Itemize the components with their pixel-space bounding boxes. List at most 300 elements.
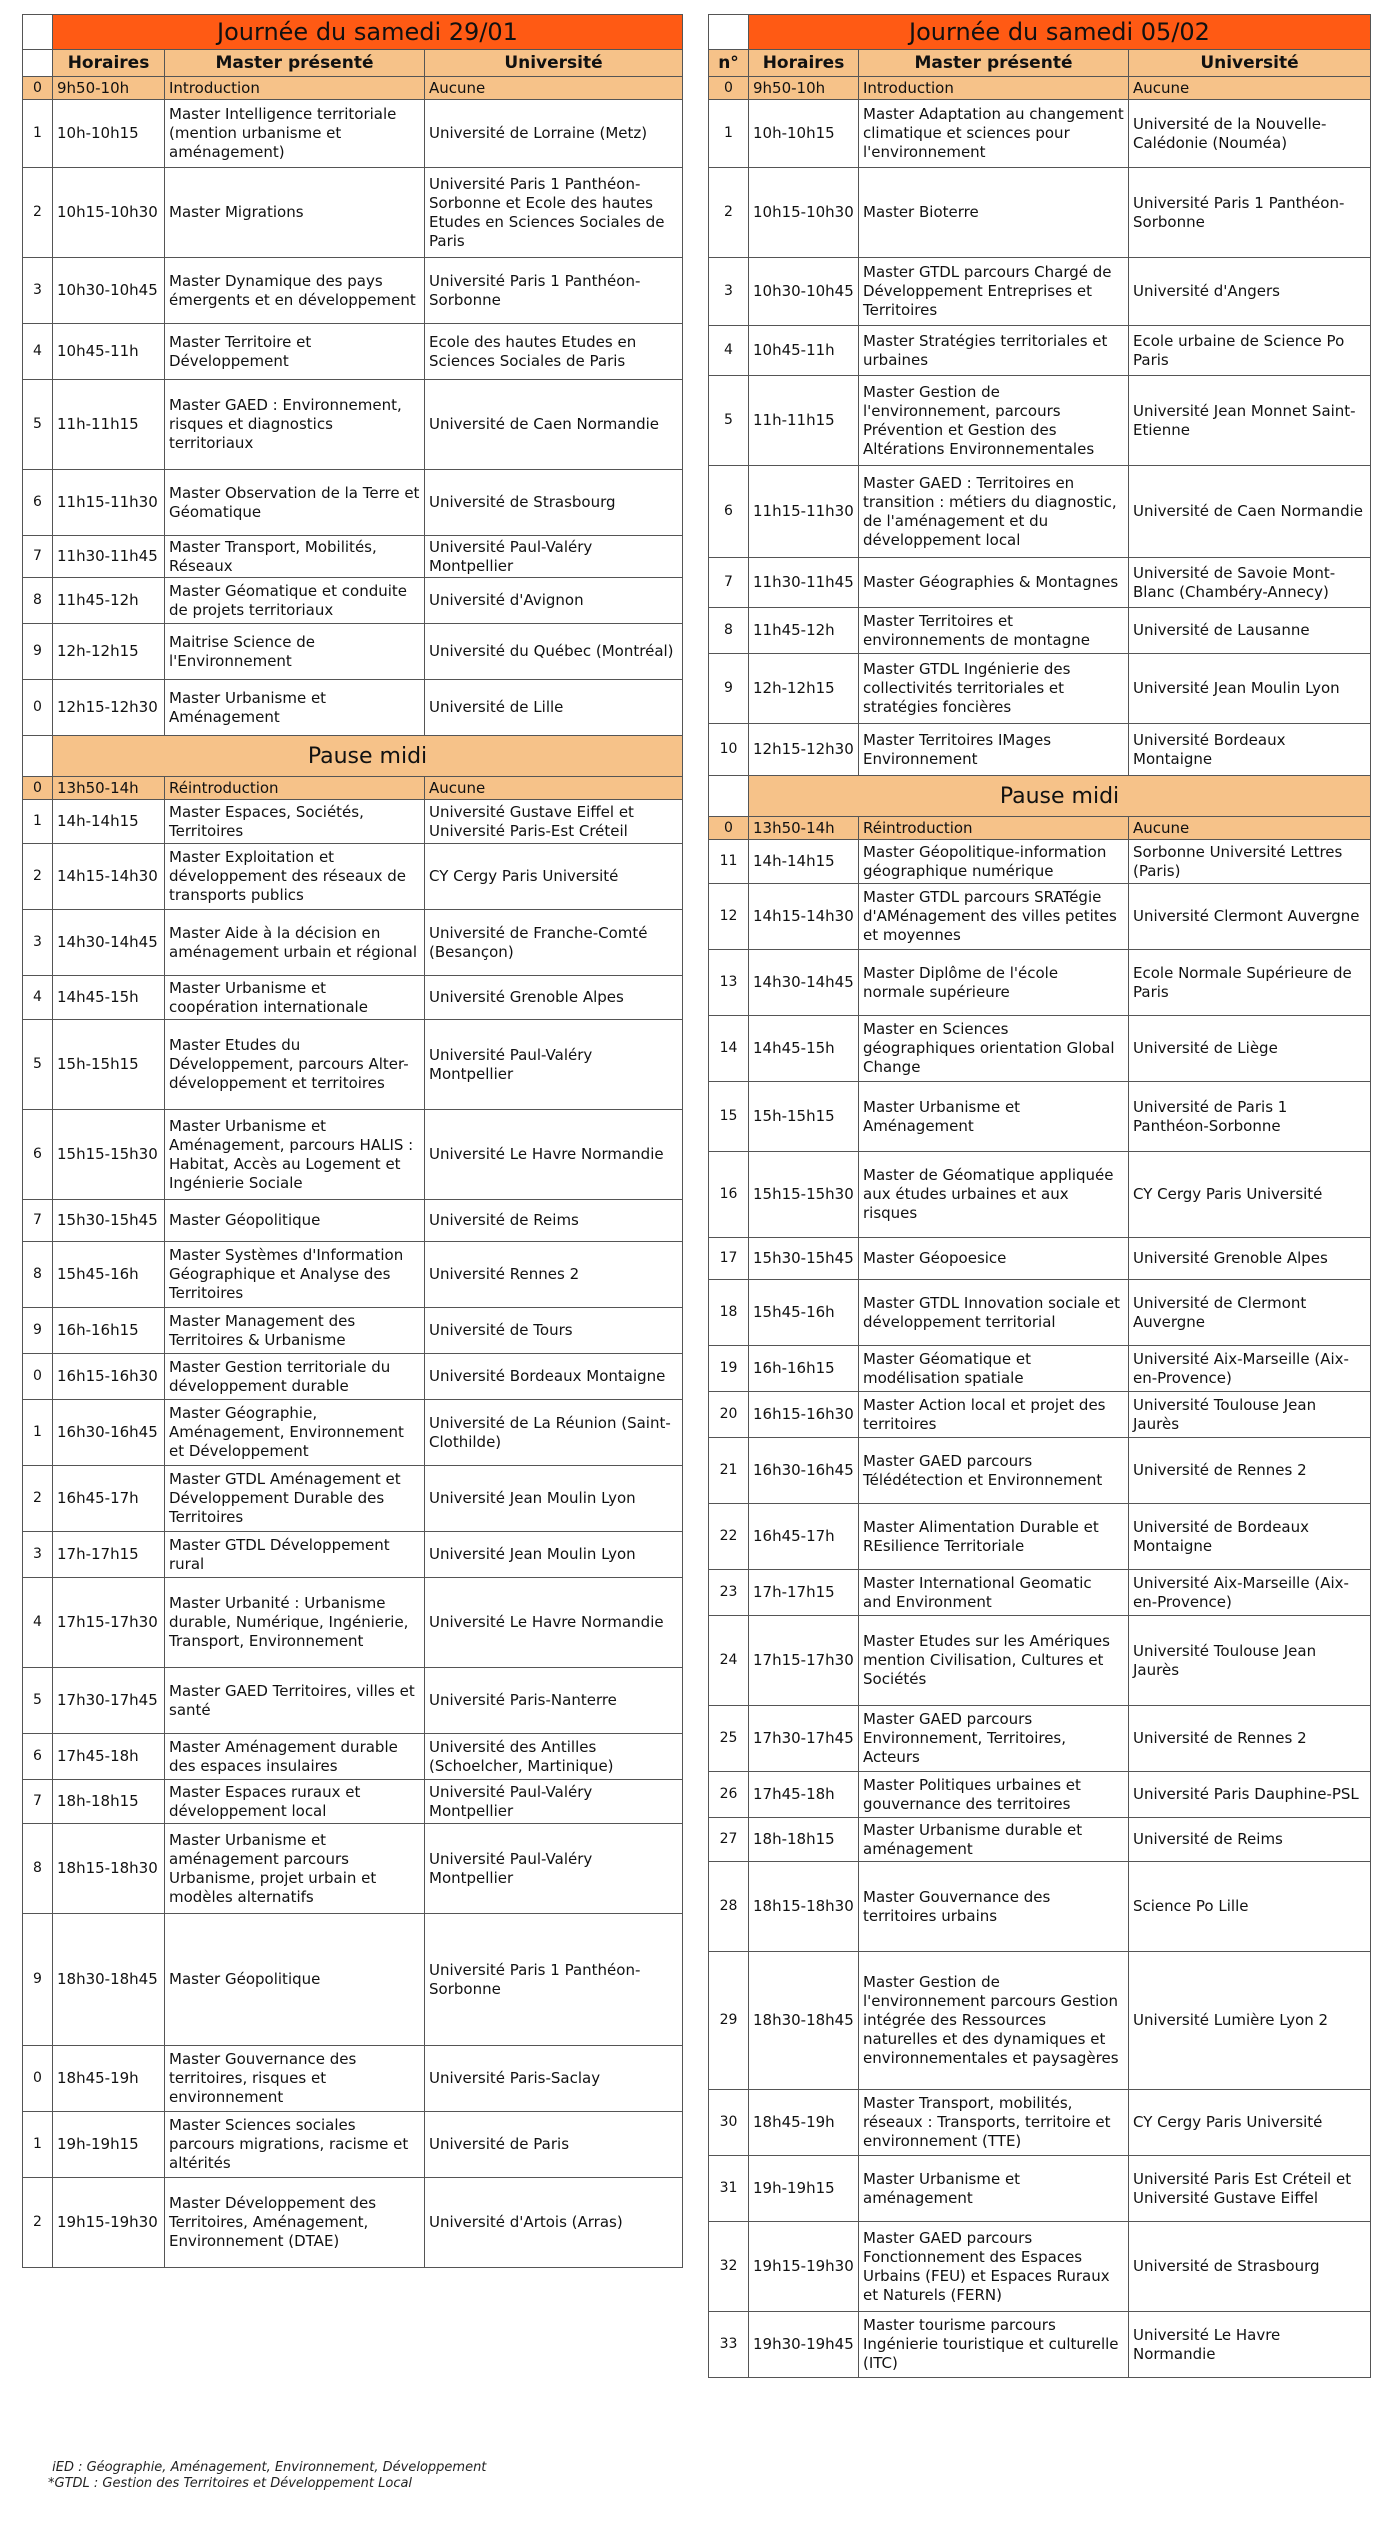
slot-number: 2	[23, 844, 53, 910]
table-row	[23, 1466, 683, 1532]
table-row	[709, 558, 1371, 608]
university-name: Université de Reims	[1129, 1818, 1371, 1862]
master-name: Master Action local et projet des territoires	[859, 1392, 1129, 1438]
master-name: Master Urbanisme et Aménagement, parcours HALIS : Habitat, Accès au Logement et Ingénierie Sociale	[165, 1110, 425, 1200]
master-name: Master en Sciences géographiques orientation Global Change	[859, 1016, 1129, 1082]
slot-number: 13	[709, 950, 749, 1016]
slot-number: 0	[709, 817, 749, 840]
slot-time: 19h-19h15	[53, 2112, 165, 2178]
master-name: Maitrise Science de l'Environnement	[165, 624, 425, 680]
master-name: Master Urbanisme et Aménagement	[859, 1082, 1129, 1152]
slot-time: 14h15-14h30	[749, 884, 859, 950]
university-name: Université de Clermont Auvergne	[1129, 1280, 1371, 1346]
day-title: Journée du samedi 29/01	[53, 15, 683, 50]
master-name: Master Stratégies territoriales et urbaines	[859, 326, 1129, 376]
slot-time: 18h-18h15	[749, 1818, 859, 1862]
master-name: Master Migrations	[165, 168, 425, 258]
university-name: Université de Lorraine (Metz)	[425, 100, 683, 168]
university-name: Université Toulouse Jean Jaurès	[1129, 1616, 1371, 1706]
slot-number: 3	[23, 910, 53, 976]
university-name: Université de Strasbourg	[1129, 2222, 1371, 2312]
slot-number: 11	[709, 840, 749, 884]
blank-cell	[23, 15, 53, 50]
slot-time: 11h30-11h45	[53, 536, 165, 578]
university-name: Université de la Nouvelle-Calédonie (Nouméa)	[1129, 100, 1371, 168]
master-name: Master Etudes du Développement, parcours Alter-développement et territoires	[165, 1020, 425, 1110]
university-name: Université d'Avignon	[425, 578, 683, 624]
slot-time: 12h-12h15	[749, 654, 859, 724]
slot-number: 8	[23, 1242, 53, 1308]
table-row	[709, 950, 1371, 1016]
slot-number: 7	[23, 1200, 53, 1242]
university-name: CY Cergy Paris Université	[1129, 1152, 1371, 1238]
slot-time: 16h45-17h	[53, 1466, 165, 1532]
university-name: Université Aix-Marseille (Aix-en-Provence)	[1129, 1346, 1371, 1392]
slot-time: 11h-11h15	[53, 380, 165, 470]
master-name: Master GTDL Innovation sociale et développement territorial	[859, 1280, 1129, 1346]
table-row	[709, 608, 1371, 654]
university-name: Université Paris-Nanterre	[425, 1668, 683, 1734]
master-name: Master Géopolitique	[165, 1200, 425, 1242]
day-title: Journée du samedi 05/02	[749, 15, 1371, 50]
table-row	[709, 258, 1371, 326]
slot-time: 10h-10h15	[749, 100, 859, 168]
table-row	[709, 1616, 1371, 1706]
table-row	[709, 1504, 1371, 1570]
table-row	[709, 1280, 1371, 1346]
university-name: Université Aix-Marseille (Aix-en-Provence)	[1129, 1570, 1371, 1616]
master-name: Master Gouvernance des territoires urbains	[859, 1862, 1129, 1952]
master-name: Master GAED parcours Fonctionnement des Espaces Urbains (FEU) et Espaces Ruraux et Naturels (FERN)	[859, 2222, 1129, 2312]
university-name: Université des Antilles (Schoelcher, Martinique)	[425, 1734, 683, 1780]
slot-number: 6	[23, 1734, 53, 1780]
university-name: Université de Franche-Comté (Besançon)	[425, 910, 683, 976]
slot-number: 4	[23, 976, 53, 1020]
university-name: Université de Liège	[1129, 1016, 1371, 1082]
header-time: Horaires	[53, 50, 165, 77]
table-row	[709, 1818, 1371, 1862]
slot-number: 3	[23, 258, 53, 324]
header-number	[23, 50, 53, 77]
table-row	[709, 466, 1371, 558]
slot-number: 10	[709, 724, 749, 776]
day-title-row	[23, 15, 683, 50]
table-row	[709, 1152, 1371, 1238]
table-row	[709, 1706, 1371, 1772]
header-master: Master présenté	[859, 50, 1129, 77]
slot-time: 14h45-15h	[749, 1016, 859, 1082]
master-name: Master Urbanisme et Aménagement	[165, 680, 425, 736]
header-time: Horaires	[749, 50, 859, 77]
slot-number: 15	[709, 1082, 749, 1152]
university-name: Université Paris 1 Panthéon-Sorbonne	[425, 258, 683, 324]
table-row	[23, 578, 683, 624]
slot-number: 3	[23, 1532, 53, 1578]
slot-number: 17	[709, 1238, 749, 1280]
university-name: Université Jean Moulin Lyon	[425, 1466, 683, 1532]
slot-number: 28	[709, 1862, 749, 1952]
master-name: Master Urbanité : Urbanisme durable, Numérique, Ingénierie, Transport, Environnement	[165, 1578, 425, 1668]
slot-time: 16h-16h15	[749, 1346, 859, 1392]
master-name: Master Gouvernance des territoires, risques et environnement	[165, 2046, 425, 2112]
university-name: Université Le Havre Normandie	[1129, 2312, 1371, 2378]
table-row	[23, 1200, 683, 1242]
slot-number: 23	[709, 1570, 749, 1616]
slot-number: 9	[23, 1308, 53, 1354]
table-row	[709, 326, 1371, 376]
university-name: Aucune	[1129, 817, 1371, 840]
master-name: Master Transport, Mobilités, Réseaux	[165, 536, 425, 578]
slot-time: 18h-18h15	[53, 1780, 165, 1824]
master-name: Master Urbanisme durable et aménagement	[859, 1818, 1129, 1862]
university-name: Université de Paris 1 Panthéon-Sorbonne	[1129, 1082, 1371, 1152]
slot-number: 33	[709, 2312, 749, 2378]
slot-time: 17h15-17h30	[53, 1578, 165, 1668]
master-name: Master Territoire et Développement	[165, 324, 425, 380]
pause-label: Pause midi	[53, 736, 683, 777]
master-name: Master Sciences sociales parcours migrations, racisme et altérités	[165, 2112, 425, 2178]
university-name: Université Paul-Valéry Montpellier	[425, 536, 683, 578]
table-row	[23, 910, 683, 976]
slot-time: 18h45-19h	[53, 2046, 165, 2112]
master-name: Master Bioterre	[859, 168, 1129, 258]
university-name: Université de Lille	[425, 680, 683, 736]
slot-time: 14h-14h15	[53, 800, 165, 844]
slot-time: 9h50-10h	[749, 77, 859, 100]
slot-number: 26	[709, 1772, 749, 1818]
university-name: CY Cergy Paris Université	[1129, 2090, 1371, 2156]
slot-number: 0	[709, 77, 749, 100]
university-name: Université de Rennes 2	[1129, 1706, 1371, 1772]
slot-time: 14h15-14h30	[53, 844, 165, 910]
table-row	[709, 1570, 1371, 1616]
master-name: Réintroduction	[859, 817, 1129, 840]
footnote-gaed: iED : Géographie, Aménagement, Environnement, Développement	[48, 2460, 487, 2475]
table-row	[23, 1668, 683, 1734]
slot-number: 29	[709, 1952, 749, 2090]
slot-number: 2	[23, 168, 53, 258]
university-name: Université Lumière Lyon 2	[1129, 1952, 1371, 2090]
slot-time: 14h30-14h45	[749, 950, 859, 1016]
pause-row	[709, 776, 1371, 817]
university-name: Université du Québec (Montréal)	[425, 624, 683, 680]
master-name: Master Alimentation Durable et REsilience Territoriale	[859, 1504, 1129, 1570]
master-name: Master GAED : Territoires en transition : métiers du diagnostic, de l'aménagement et du développement local	[859, 466, 1129, 558]
university-name: Ecole Normale Supérieure de Paris	[1129, 950, 1371, 1016]
slot-number: 8	[709, 608, 749, 654]
slot-time: 9h50-10h	[53, 77, 165, 100]
master-name: Master Espaces, Sociétés, Territoires	[165, 800, 425, 844]
slot-number: 7	[23, 1780, 53, 1824]
slot-time: 19h15-19h30	[53, 2178, 165, 2268]
slot-number: 25	[709, 1706, 749, 1772]
master-name: Master Systèmes d'Information Géographique et Analyse des Territoires	[165, 1242, 425, 1308]
university-name: Aucune	[425, 77, 683, 100]
university-name: Université de Paris	[425, 2112, 683, 2178]
master-name: Master Urbanisme et coopération internationale	[165, 976, 425, 1020]
slot-time: 15h45-16h	[749, 1280, 859, 1346]
slot-number: 0	[23, 2046, 53, 2112]
slot-time: 17h45-18h	[53, 1734, 165, 1780]
master-name: Master Politiques urbaines et gouvernance des territoires	[859, 1772, 1129, 1818]
master-name: Master Aménagement durable des espaces insulaires	[165, 1734, 425, 1780]
slot-time: 12h15-12h30	[53, 680, 165, 736]
university-name: Université d'Artois (Arras)	[425, 2178, 683, 2268]
master-name: Master Territoires et environnements de montagne	[859, 608, 1129, 654]
table-row	[23, 536, 683, 578]
slot-time: 10h15-10h30	[53, 168, 165, 258]
slot-number: 9	[709, 654, 749, 724]
table-row	[709, 2222, 1371, 2312]
master-name: Master Observation de la Terre et Géomatique	[165, 470, 425, 536]
master-name: Master GAED parcours Télédétection et Environnement	[859, 1438, 1129, 1504]
table-row	[709, 1392, 1371, 1438]
master-name: Master Urbanisme et aménagement	[859, 2156, 1129, 2222]
university-name: Université de La Réunion (Saint-Clothilde)	[425, 1400, 683, 1466]
slot-time: 19h30-19h45	[749, 2312, 859, 2378]
table-row	[709, 1438, 1371, 1504]
university-name: Université de Caen Normandie	[1129, 466, 1371, 558]
table-row	[23, 1308, 683, 1354]
slot-time: 19h-19h15	[749, 2156, 859, 2222]
slot-number: 21	[709, 1438, 749, 1504]
master-name: Master GAED Territoires, villes et santé	[165, 1668, 425, 1734]
slot-time: 11h15-11h30	[53, 470, 165, 536]
pause-row	[23, 736, 683, 777]
slot-time: 14h45-15h	[53, 976, 165, 1020]
table-row	[709, 1862, 1371, 1952]
slot-number: 2	[709, 168, 749, 258]
master-name: Master GTDL parcours SRATégie d'AMénagement des villes petites et moyennes	[859, 884, 1129, 950]
university-name: Université Paris 1 Panthéon-Sorbonne et Ecole des hautes Etudes en Sciences Sociales de Paris	[425, 168, 683, 258]
slot-time: 17h-17h15	[53, 1532, 165, 1578]
university-name: Université Jean Moulin Lyon	[425, 1532, 683, 1578]
header-row	[23, 50, 683, 77]
table-row	[709, 2156, 1371, 2222]
slot-time: 14h-14h15	[749, 840, 859, 884]
master-name: Master Développement des Territoires, Aménagement, Environnement (DTAE)	[165, 2178, 425, 2268]
table-row	[23, 800, 683, 844]
slot-number: 16	[709, 1152, 749, 1238]
slot-number: 0	[23, 77, 53, 100]
slot-time: 15h30-15h45	[53, 1200, 165, 1242]
table-row	[23, 1110, 683, 1200]
table-row	[23, 2112, 683, 2178]
slot-time: 18h45-19h	[749, 2090, 859, 2156]
slot-time: 10h45-11h	[749, 326, 859, 376]
university-name: Université Le Havre Normandie	[425, 1578, 683, 1668]
slot-number: 8	[23, 1824, 53, 1914]
table-row	[23, 1020, 683, 1110]
slot-number: 32	[709, 2222, 749, 2312]
slot-number: 20	[709, 1392, 749, 1438]
master-name: Master Etudes sur les Amériques mention Civilisation, Cultures et Sociétés	[859, 1616, 1129, 1706]
university-name: Université de Strasbourg	[425, 470, 683, 536]
master-name: Master Gestion de l'environnement, parcours Prévention et Gestion des Altérations Environnementales	[859, 376, 1129, 466]
slot-time: 13h50-14h	[53, 777, 165, 800]
master-name: Master Espaces ruraux et développement local	[165, 1780, 425, 1824]
slot-number: 3	[709, 258, 749, 326]
slot-time: 10h-10h15	[53, 100, 165, 168]
slot-time: 17h-17h15	[749, 1570, 859, 1616]
slot-time: 11h15-11h30	[749, 466, 859, 558]
master-name: Master Adaptation au changement climatique et sciences pour l'environnement	[859, 100, 1129, 168]
slot-number: 30	[709, 2090, 749, 2156]
master-name: Réintroduction	[165, 777, 425, 800]
slot-time: 13h50-14h	[749, 817, 859, 840]
header-number: n°	[709, 50, 749, 77]
university-name: Université de Tours	[425, 1308, 683, 1354]
master-name: Master Urbanisme et aménagement parcours Urbanisme, projet urbain et modèles alternatifs	[165, 1824, 425, 1914]
slot-time: 14h30-14h45	[53, 910, 165, 976]
university-name: Université Paris-Saclay	[425, 2046, 683, 2112]
slot-number: 12	[709, 884, 749, 950]
table-row	[709, 1082, 1371, 1152]
table-row	[23, 380, 683, 470]
slot-time: 17h45-18h	[749, 1772, 859, 1818]
table-row	[709, 376, 1371, 466]
slot-time: 10h30-10h45	[53, 258, 165, 324]
master-name: Master Management des Territoires & Urbanisme	[165, 1308, 425, 1354]
slot-time: 17h30-17h45	[53, 1668, 165, 1734]
table-row	[709, 1346, 1371, 1392]
slot-time: 18h15-18h30	[749, 1862, 859, 1952]
table-row	[709, 1016, 1371, 1082]
master-name: Master Intelligence territoriale (mention urbanisme et aménagement)	[165, 100, 425, 168]
table-row	[709, 1952, 1371, 2090]
schedule-table-day1	[22, 14, 683, 2268]
university-name: CY Cergy Paris Université	[425, 844, 683, 910]
table-row	[709, 884, 1371, 950]
slot-time: 17h15-17h30	[749, 1616, 859, 1706]
table-row	[709, 840, 1371, 884]
slot-number: 27	[709, 1818, 749, 1862]
table-row	[23, 624, 683, 680]
university-name: Université Paul-Valéry Montpellier	[425, 1020, 683, 1110]
master-name: Master Géomatique et modélisation spatiale	[859, 1346, 1129, 1392]
slot-number: 22	[709, 1504, 749, 1570]
slot-time: 18h30-18h45	[53, 1914, 165, 2046]
master-name: Master International Geomatic and Environment	[859, 1570, 1129, 1616]
master-name: Master GTDL Développement rural	[165, 1532, 425, 1578]
university-name: Université Jean Moulin Lyon	[1129, 654, 1371, 724]
university-name: Université Paris Est Créteil et Université Gustave Eiffel	[1129, 2156, 1371, 2222]
master-name: Master GAED parcours Environnement, Territoires, Acteurs	[859, 1706, 1129, 1772]
university-name: Université de Lausanne	[1129, 608, 1371, 654]
university-name: Aucune	[425, 777, 683, 800]
university-name: Université Clermont Auvergne	[1129, 884, 1371, 950]
master-name: Master Diplôme de l'école normale supérieure	[859, 950, 1129, 1016]
slot-time: 15h30-15h45	[749, 1238, 859, 1280]
slot-number: 7	[23, 536, 53, 578]
slot-number: 31	[709, 2156, 749, 2222]
table-row	[23, 1532, 683, 1578]
master-name: Master GAED : Environnement, risques et diagnostics territoriaux	[165, 380, 425, 470]
master-name: Master Dynamique des pays émergents et en développement	[165, 258, 425, 324]
slot-number: 6	[23, 1110, 53, 1200]
slot-time: 11h45-12h	[53, 578, 165, 624]
slot-time: 18h30-18h45	[749, 1952, 859, 2090]
university-name: Ecole urbaine de Science Po Paris	[1129, 326, 1371, 376]
table-row	[23, 976, 683, 1020]
slot-number: 24	[709, 1616, 749, 1706]
slot-number: 1	[709, 100, 749, 168]
slot-number: 9	[23, 624, 53, 680]
university-name: Ecole des hautes Etudes en Sciences Sociales de Paris	[425, 324, 683, 380]
university-name: Université Gustave Eiffel et Université Paris-Est Créteil	[425, 800, 683, 844]
master-name: Master de Géomatique appliquée aux études urbaines et aux risques	[859, 1152, 1129, 1238]
header-university: Université	[1129, 50, 1371, 77]
slot-number: 1	[23, 800, 53, 844]
slot-number: 0	[23, 680, 53, 736]
table-row	[23, 470, 683, 536]
table-row	[23, 2046, 683, 2112]
slot-number: 7	[709, 558, 749, 608]
master-name: Master tourisme parcours Ingénierie touristique et culturelle (ITC)	[859, 2312, 1129, 2378]
slot-time: 11h45-12h	[749, 608, 859, 654]
table-row	[709, 100, 1371, 168]
slot-time: 12h15-12h30	[749, 724, 859, 776]
university-name: Université de Savoie Mont-Blanc (Chambéry-Annecy)	[1129, 558, 1371, 608]
table-row	[23, 1400, 683, 1466]
university-name: Université de Bordeaux Montaigne	[1129, 1504, 1371, 1570]
slot-number: 6	[23, 470, 53, 536]
slot-time: 16h30-16h45	[53, 1400, 165, 1466]
table-row	[23, 324, 683, 380]
intro-row	[23, 777, 683, 800]
table-row	[23, 844, 683, 910]
university-name: Université Le Havre Normandie	[425, 1110, 683, 1200]
slot-time: 15h45-16h	[53, 1242, 165, 1308]
slot-time: 16h15-16h30	[749, 1392, 859, 1438]
table-row	[23, 1354, 683, 1400]
master-name: Master Aide à la décision en aménagement urbain et régional	[165, 910, 425, 976]
table-row	[709, 1238, 1371, 1280]
master-name: Master Géographies & Montagnes	[859, 558, 1129, 608]
master-name: Master GTDL parcours Chargé de Développement Entreprises et Territoires	[859, 258, 1129, 326]
master-name: Master GTDL Ingénierie des collectivités territoriales et stratégies foncières	[859, 654, 1129, 724]
university-name: Aucune	[1129, 77, 1371, 100]
slot-number: 1	[23, 100, 53, 168]
slot-number: 2	[23, 2178, 53, 2268]
master-name: Introduction	[165, 77, 425, 100]
schedule-table-day2	[708, 14, 1371, 2378]
table-row	[23, 1578, 683, 1668]
slot-number: 1	[23, 1400, 53, 1466]
university-name: Université Rennes 2	[425, 1242, 683, 1308]
slot-number: 5	[23, 380, 53, 470]
university-name: Université Paris 1 Panthéon-Sorbonne	[1129, 168, 1371, 258]
day-title-row	[709, 15, 1371, 50]
master-name: Master Géopoesice	[859, 1238, 1129, 1280]
table-row	[23, 100, 683, 168]
master-name: Master Géopolitique-information géographique numérique	[859, 840, 1129, 884]
table-row	[709, 2312, 1371, 2378]
university-name: Science Po Lille	[1129, 1862, 1371, 1952]
slot-number: 4	[23, 324, 53, 380]
university-name: Université de Reims	[425, 1200, 683, 1242]
university-name: Université Bordeaux Montaigne	[1129, 724, 1371, 776]
university-name: Université d'Angers	[1129, 258, 1371, 326]
slot-number: 19	[709, 1346, 749, 1392]
slot-time: 12h-12h15	[53, 624, 165, 680]
slot-number: 0	[23, 1354, 53, 1400]
slot-time: 18h15-18h30	[53, 1824, 165, 1914]
university-name: Université Jean Monnet Saint-Etienne	[1129, 376, 1371, 466]
slot-number: 4	[709, 326, 749, 376]
slot-number: 2	[23, 1466, 53, 1532]
table-row	[23, 168, 683, 258]
